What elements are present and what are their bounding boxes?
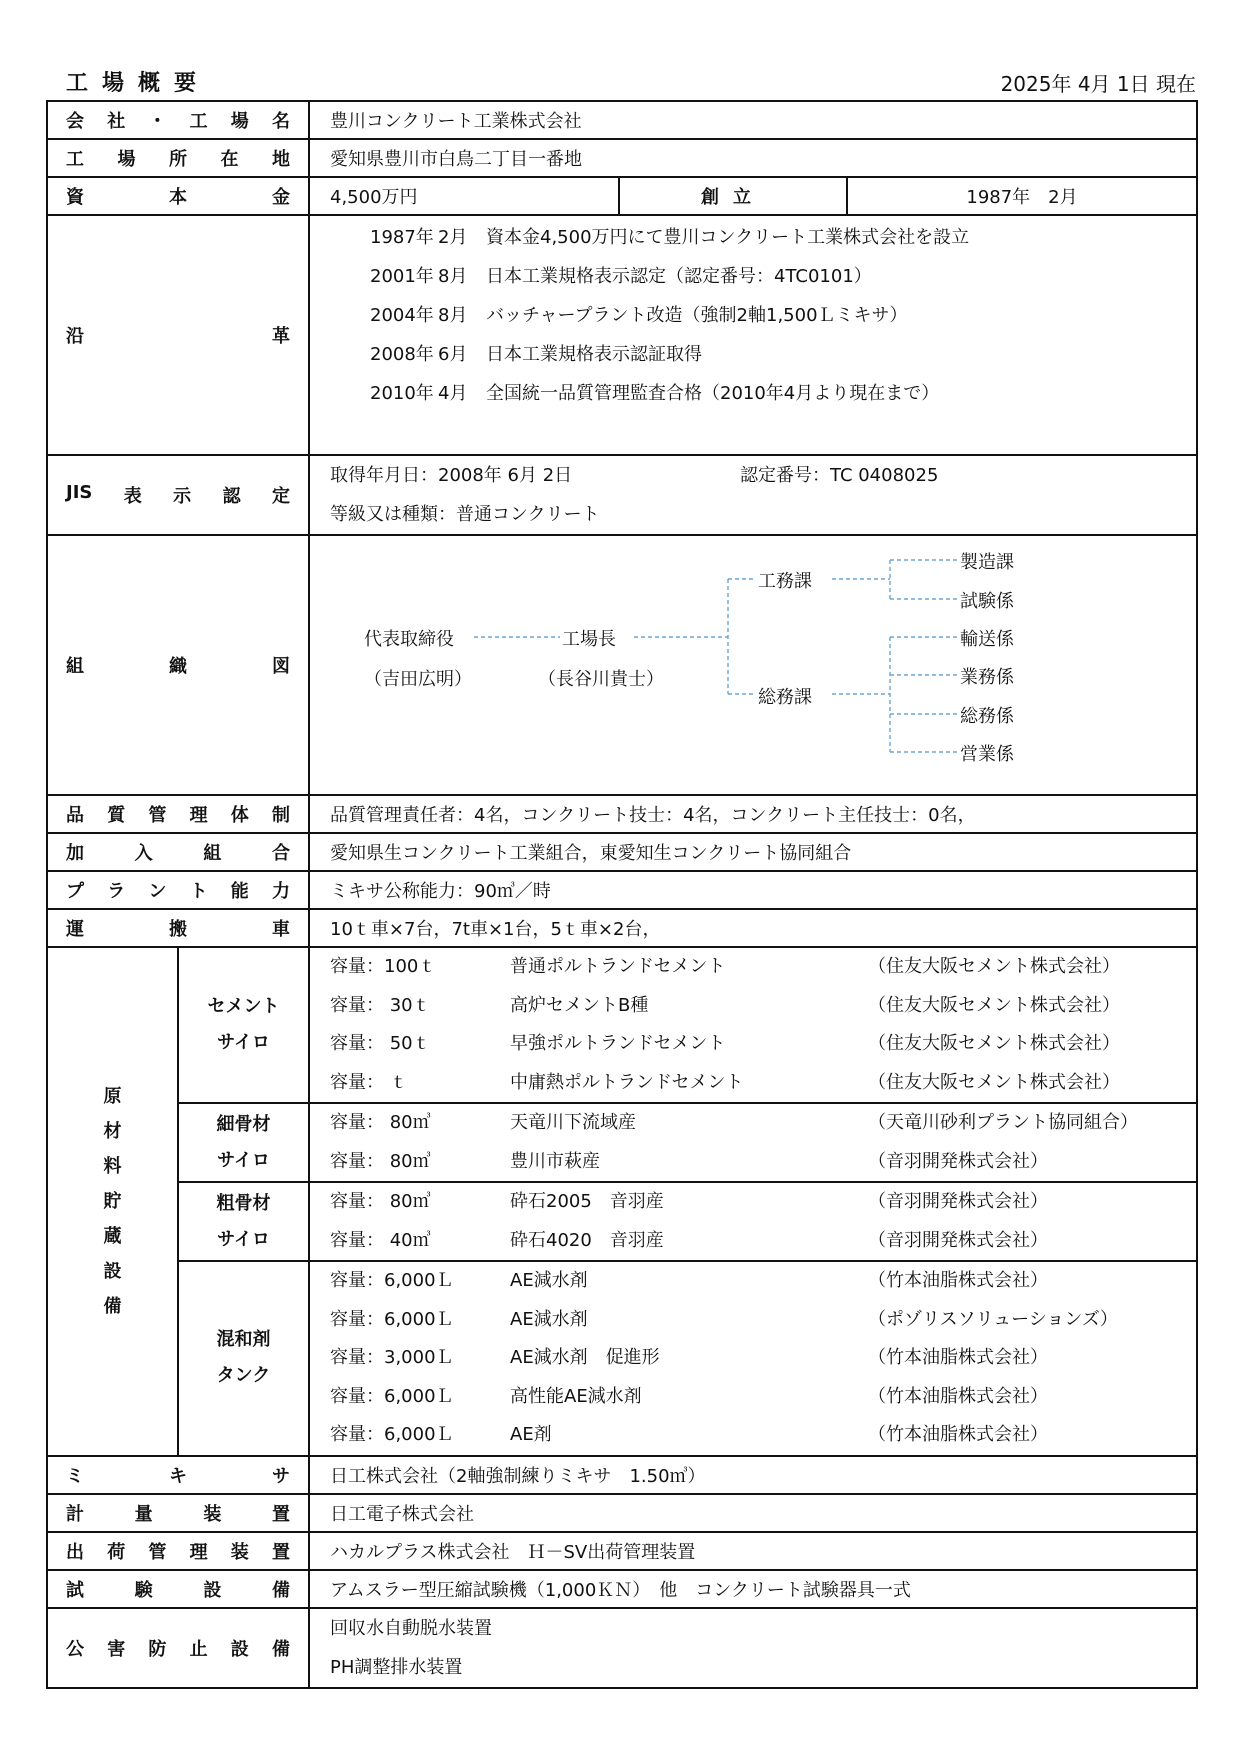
plant-value: ミキサ公称能力：90㎥／時 [309, 871, 1197, 909]
testing-value: アムスラー型圧縮試験機（1,000ＫＮ） 他 コンクリート試験器具一式 [309, 1570, 1197, 1608]
label-company [47, 101, 309, 139]
raw-capacity: 容量： 30ｔ [330, 994, 431, 1016]
label-char: 合 [271, 843, 290, 864]
history-year: 2008年 [370, 344, 434, 365]
label-char: 管 [148, 805, 167, 826]
label-pollution [47, 1608, 309, 1688]
raw-capacity: 容量： 80㎥ [330, 1112, 431, 1133]
raw-group-label-1: 細骨材 [216, 1113, 271, 1135]
raw-material: 早強ポルトランドセメント [510, 1033, 726, 1054]
label-char: 試 [66, 1579, 84, 1601]
label-char: 工 [189, 111, 208, 132]
label-char: 設 [203, 1579, 222, 1601]
org-section-6: 営業係 [960, 744, 1014, 765]
raw-group-label-1: 混和剤 [216, 1329, 271, 1351]
company-name: 豊川コンクリート工業株式会社 [309, 101, 1197, 139]
history-year: 2001年 [370, 266, 434, 287]
weighing-value: 日工電子株式会社 [309, 1494, 1197, 1532]
label-quality-text [66, 801, 290, 827]
label-shipping-text [66, 1538, 290, 1564]
raw-capacity: 容量：3,000Ｌ [330, 1347, 454, 1368]
raw-group-rows [309, 1103, 1197, 1182]
org-manager-name: （長谷川貴士） [538, 669, 664, 690]
label-char: 公 [66, 1638, 84, 1660]
history-year: 2004年 [370, 305, 434, 326]
raw-supplier: （住友大阪セメント株式会社） [868, 1033, 1120, 1054]
label-union-text [66, 839, 290, 865]
raw-capacity: 容量：6,000Ｌ [330, 1424, 454, 1445]
history-text: 日本工業規格表示認定（認定番号：4TC0101） [486, 266, 872, 287]
label-org [47, 535, 309, 795]
label-char: 名 [271, 111, 290, 132]
label-char: 品 [66, 805, 84, 826]
label-pollution-text [66, 1635, 290, 1661]
label-char: 制 [271, 805, 290, 826]
label-char: 理 [189, 1541, 208, 1563]
raw-group-label [178, 1103, 309, 1182]
raw-group-label [178, 1182, 309, 1261]
jis-grade: 等級又は種類：普通コンクリート [330, 504, 600, 525]
org-section-4: 業務係 [960, 667, 1014, 688]
label-char: 設 [103, 1260, 122, 1282]
label-raw-materials-text [48, 1079, 177, 1324]
label-char: ラ [107, 881, 126, 902]
raw-group-label-1: セメント [207, 996, 280, 1017]
label-char: 場 [117, 149, 136, 170]
label-company-text [66, 107, 290, 133]
label-char: 荷 [107, 1541, 126, 1563]
history-text: 資本金4,500万円にて豊川コンクリート工業株式会社を設立 [486, 227, 970, 248]
raw-material: 砕石2005 音羽産 [510, 1191, 664, 1212]
raw-material: 豊川市萩産 [510, 1150, 600, 1172]
raw-supplier: （竹本油脂株式会社） [868, 1424, 1048, 1445]
raw-supplier: （竹本油脂株式会社） [868, 1347, 1048, 1368]
org-dept-2: 総務課 [758, 687, 812, 708]
label-char: 地 [272, 149, 290, 170]
history-list [309, 215, 1197, 455]
raw-supplier: （音羽開発株式会社） [868, 1191, 1048, 1212]
org-section-1: 製造課 [960, 552, 1014, 573]
org-ceo: 代表取締役 [364, 629, 454, 650]
raw-row [310, 1262, 1196, 1301]
page-title: 工場概要 [66, 71, 211, 96]
history-month: 6月 [438, 344, 468, 365]
history-text: バッチャープラント改造（強制2軸1,500Ｌミキサ） [486, 305, 908, 326]
label-char: 体 [230, 805, 249, 826]
label-testing-text [66, 1576, 290, 1602]
raw-supplier: （天竜川砂利プラント協同組合） [868, 1112, 1138, 1133]
org-section-5: 総務係 [960, 706, 1014, 727]
label-char: 質 [107, 805, 126, 826]
raw-material: AE剤 [510, 1424, 552, 1445]
raw-supplier: （住友大阪セメント株式会社） [868, 994, 1120, 1016]
history-month: 8月 [438, 305, 468, 326]
raw-capacity: 容量： 50ｔ [330, 1033, 431, 1054]
label-char: 示 [173, 486, 192, 507]
label-char: 力 [271, 881, 290, 902]
org-chart [309, 535, 1197, 795]
raw-row [310, 1183, 1196, 1222]
raw-capacity: 容量： 80㎥ [330, 1150, 431, 1172]
label-char: 量 [134, 1503, 153, 1525]
label-char: 入 [134, 843, 153, 864]
raw-capacity: 容量： 40㎥ [330, 1229, 431, 1251]
label-char: 認 [222, 486, 241, 507]
label-raw-materials [47, 947, 178, 1456]
label-char: 貯 [103, 1190, 122, 1212]
history-month: 8月 [438, 266, 468, 287]
history-year: 1987年 [370, 227, 434, 248]
mixer-value: 日工株式会社（2軸強制練りミキサ 1.50㎥） [309, 1456, 1197, 1494]
factory-overview-table [46, 100, 1198, 1689]
label-mixer-text [66, 1462, 290, 1488]
trucks-value: 10ｔ車×7台，7t車×1台，5ｔ車×2台， [309, 909, 1197, 947]
label-char: 組 [66, 656, 84, 677]
label-char: キ [169, 1465, 187, 1487]
label-char: ト [189, 881, 208, 902]
label-plant [47, 871, 309, 909]
label-char: 装 [203, 1503, 222, 1525]
label-char: 金 [272, 187, 290, 208]
raw-capacity: 容量： ｔ [330, 1071, 408, 1093]
raw-material: 砕石4020 音羽産 [510, 1229, 664, 1251]
founded-label: 創立 [619, 177, 847, 215]
raw-group-label-2: タンク [216, 1365, 271, 1387]
label-weighing [47, 1494, 309, 1532]
label-char: 材 [103, 1120, 122, 1142]
raw-group-rows [309, 1261, 1197, 1456]
label-capital [47, 177, 309, 215]
location-value: 愛知県豊川市白鳥二丁目一番地 [309, 139, 1197, 177]
label-char: 所 [169, 149, 187, 170]
label-char: 運 [66, 919, 84, 940]
label-char: 搬 [169, 919, 187, 940]
history-text: 日本工業規格表示認証取得 [486, 344, 702, 365]
org-section-3: 輸送係 [960, 629, 1014, 650]
history-month: 4月 [438, 383, 468, 404]
label-char: 資 [66, 187, 84, 208]
history-item [310, 335, 1196, 374]
label-capital-text [66, 183, 290, 209]
raw-row [310, 1378, 1196, 1417]
org-dept-1: 工務課 [758, 571, 812, 592]
raw-row [310, 1104, 1196, 1143]
org-section-2: 試験係 [960, 591, 1014, 612]
label-org-text [66, 652, 290, 678]
label-char: ン [148, 881, 167, 902]
label-testing [47, 1570, 309, 1608]
capital-value: 4,500万円 [309, 177, 619, 215]
label-char: 本 [169, 187, 187, 208]
raw-material: 中庸熱ポルトランドセメント [510, 1071, 744, 1093]
label-char: 防 [148, 1638, 167, 1660]
label-plant-text [66, 877, 290, 903]
label-char: サ [272, 1465, 290, 1487]
label-char: JIS [66, 482, 93, 503]
raw-group-label [178, 1261, 309, 1456]
raw-group-label-1: 粗骨材 [216, 1192, 271, 1214]
label-weighing-text [66, 1500, 290, 1526]
jis-line-1 [330, 456, 1196, 495]
history-month: 2月 [438, 227, 468, 248]
raw-supplier: （住友大阪セメント株式会社） [868, 956, 1120, 977]
union-value: 愛知県生コンクリート工業組合，東愛知生コンクリート協同組合 [309, 833, 1197, 871]
raw-capacity: 容量：6,000Ｌ [330, 1308, 454, 1330]
label-char: 場 [230, 111, 249, 132]
label-history-text [66, 322, 290, 348]
label-char: 備 [103, 1295, 122, 1317]
label-char: 設 [230, 1638, 249, 1660]
history-item [310, 374, 1196, 413]
label-char: 備 [271, 1579, 290, 1601]
history-item [310, 296, 1196, 335]
raw-capacity: 容量：100ｔ [330, 956, 437, 977]
label-char: 験 [134, 1579, 153, 1601]
raw-row [310, 948, 1196, 987]
history-item [310, 257, 1196, 296]
raw-supplier: （竹本油脂株式会社） [868, 1270, 1048, 1291]
label-char: 図 [272, 656, 290, 677]
label-char: 在 [220, 149, 239, 170]
raw-group-rows [309, 1182, 1197, 1261]
history-text: 全国統一品質管理監査合格（2010年4月より現在まで） [486, 383, 940, 404]
label-char: ミ [66, 1465, 84, 1487]
label-char: 会 [66, 111, 84, 132]
label-trucks-text [66, 915, 290, 941]
label-char: 料 [103, 1155, 122, 1177]
label-jis-text [66, 482, 290, 508]
raw-row [310, 1339, 1196, 1378]
raw-material: 高性能AE減水剤 [510, 1385, 642, 1407]
label-char: 沿 [66, 326, 84, 347]
raw-group-label [178, 947, 309, 1103]
label-char: 装 [230, 1541, 249, 1563]
label-char: 理 [189, 805, 208, 826]
shipping-value: ハカルプラス株式会社 Ｈ－SV出荷管理装置 [309, 1532, 1197, 1570]
label-char: 置 [271, 1503, 290, 1525]
raw-material: 高炉セメントB種 [510, 994, 649, 1016]
raw-material: 天竜川下流域産 [510, 1112, 636, 1133]
label-char: 定 [271, 486, 290, 507]
label-char: 出 [66, 1541, 84, 1563]
raw-capacity: 容量：6,000Ｌ [330, 1270, 454, 1291]
history-item [310, 218, 1196, 257]
label-quality [47, 795, 309, 833]
jis-cert-no: 認定番号：TC 0408025 [740, 465, 939, 486]
label-char: 管 [148, 1541, 167, 1563]
history-year: 2010年 [370, 383, 434, 404]
raw-row [310, 987, 1196, 1026]
raw-group-rows [309, 947, 1197, 1103]
raw-row [310, 1222, 1196, 1261]
raw-supplier: （音羽開発株式会社） [868, 1150, 1048, 1172]
org-ceo-name: （吉田広明） [364, 669, 472, 690]
label-char: 組 [203, 843, 222, 864]
raw-group-label-2: サイロ [217, 1149, 270, 1171]
raw-row [310, 1025, 1196, 1064]
org-manager: 工場長 [562, 629, 616, 650]
label-char: 置 [271, 1541, 290, 1563]
raw-material: AE減水剤 [510, 1270, 588, 1291]
label-char: 蔵 [103, 1225, 122, 1247]
raw-row [310, 1143, 1196, 1182]
raw-capacity: 容量： 80㎥ [330, 1191, 431, 1212]
label-jis [47, 455, 309, 535]
pollution-list [309, 1608, 1197, 1688]
raw-row [310, 1416, 1196, 1455]
label-char: 計 [66, 1503, 84, 1525]
label-char: 表 [123, 486, 142, 507]
raw-supplier: （竹本油脂株式会社） [868, 1385, 1048, 1407]
label-char: 原 [103, 1085, 122, 1107]
label-char: 加 [66, 843, 84, 864]
label-char: 備 [271, 1638, 290, 1660]
label-char: 害 [107, 1638, 126, 1660]
label-shipping [47, 1532, 309, 1570]
label-char: 工 [66, 149, 84, 170]
founded-value: 1987年 2月 [847, 177, 1197, 215]
label-char: 車 [272, 919, 290, 940]
label-char: 止 [189, 1638, 208, 1660]
label-location-text [66, 145, 290, 171]
quality-value: 品質管理責任者：4名，コンクリート技士：4名，コンクリート主任技士：0名， [309, 795, 1197, 833]
jis-acquired: 取得年月日：2008年 6月 2日 [330, 465, 573, 486]
jis-info [309, 455, 1197, 535]
raw-row [310, 1301, 1196, 1340]
raw-supplier: （住友大阪セメント株式会社） [868, 1071, 1120, 1093]
label-union [47, 833, 309, 871]
label-char: 能 [230, 881, 249, 902]
raw-supplier: （音羽開発株式会社） [868, 1229, 1048, 1251]
raw-material: AE減水剤 [510, 1308, 588, 1330]
raw-material: AE減水剤 促進形 [510, 1347, 660, 1368]
raw-group-label-2: サイロ [217, 1032, 270, 1053]
label-char: プ [66, 881, 84, 902]
label-char: 社 [107, 111, 126, 132]
label-history [47, 215, 309, 455]
pollution-item: 回収水自動脱水装置 [330, 1617, 492, 1639]
label-char: 織 [169, 656, 187, 677]
raw-material: 普通ポルトランドセメント [510, 956, 726, 977]
label-trucks [47, 909, 309, 947]
label-mixer [47, 1456, 309, 1494]
raw-supplier: （ポゾリスソリューションズ） [868, 1308, 1118, 1330]
raw-row [310, 1064, 1196, 1103]
label-char: 革 [272, 326, 290, 347]
label-location [47, 139, 309, 177]
label-char: ・ [148, 111, 167, 132]
raw-capacity: 容量：6,000Ｌ [330, 1385, 454, 1407]
as-of-date: 2025年 4月 1日 現在 [1000, 72, 1196, 96]
pollution-item: PH調整排水装置 [330, 1656, 463, 1678]
raw-group-label-2: サイロ [217, 1228, 270, 1250]
